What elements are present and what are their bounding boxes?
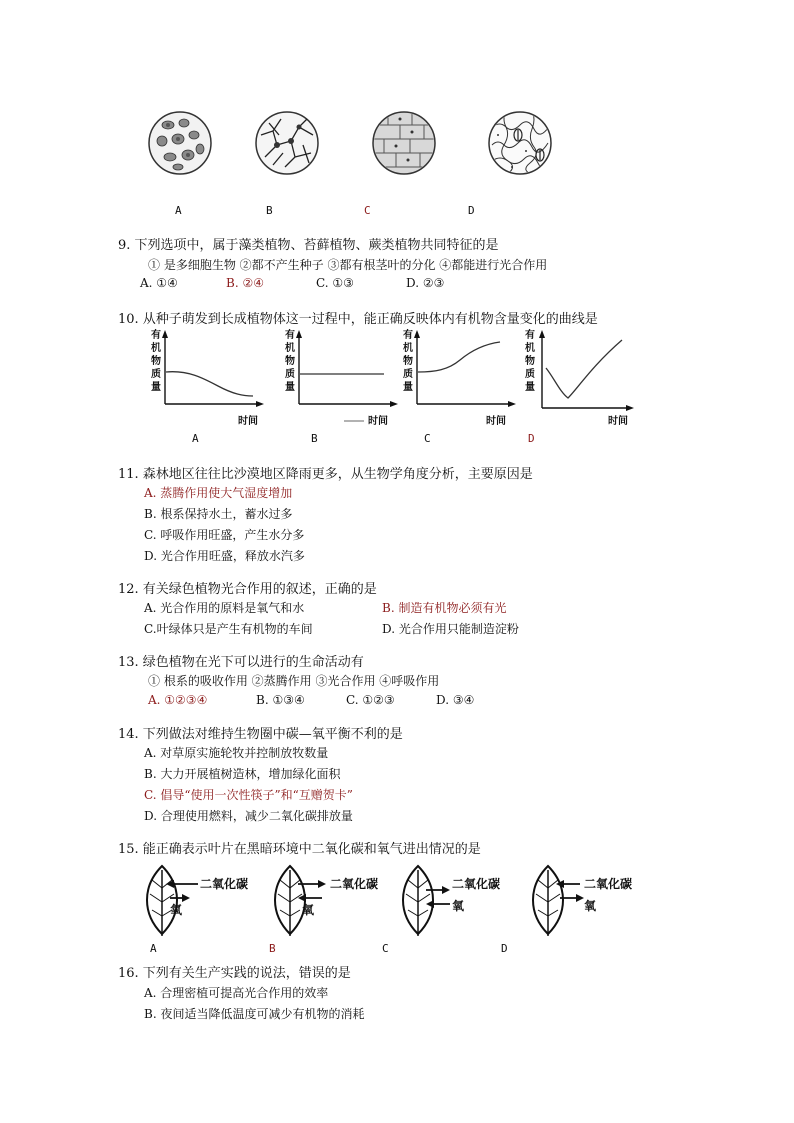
svg-text:机: 机 xyxy=(285,343,295,354)
svg-text:量: 量 xyxy=(151,382,161,393)
q9-stem: 9. 下列选项中，属于藻类植物、苔藓植物、蕨类植物共同特征的是 xyxy=(118,238,499,253)
leaf-diagram-a xyxy=(140,858,260,938)
svg-text:机: 机 xyxy=(151,343,161,354)
svg-text:量: 量 xyxy=(525,382,535,393)
svg-text:二氧化碳: 二氧化碳 xyxy=(452,877,501,891)
svg-text:有: 有 xyxy=(285,330,295,341)
q12-option-c: C.叶绿体只是产生有机物的车间 xyxy=(144,622,313,636)
svg-text:物: 物 xyxy=(403,356,413,367)
q9-statements: ① 是多细胞生物 ②都不产生种子 ③都有根茎叶的分化 ④都能进行光合作用 xyxy=(148,258,548,272)
q13-option-a: A. ①②③④ xyxy=(148,693,208,707)
svg-text:氧: 氧 xyxy=(302,903,315,917)
leaf-diagram-d xyxy=(526,858,650,938)
svg-text:氧: 氧 xyxy=(170,903,183,917)
leaf-diagram-b xyxy=(268,858,388,938)
q14-option-c: C. 倡导“使用一次性筷子”和“互赠贺卡” xyxy=(144,788,353,802)
q14-stem: 14. 下列做法对维持生物圈中碳—氧平衡不利的是 xyxy=(118,727,403,742)
q8-label-a: A xyxy=(175,204,182,217)
q8-label-b: B xyxy=(266,204,273,217)
q8-label-c: C xyxy=(364,204,371,217)
svg-text:物: 物 xyxy=(285,356,295,367)
q12-stem: 12. 有关绿色植物光合作用的叙述，正确的是 xyxy=(118,582,377,597)
q11-option-c: C. 呼吸作用旺盛，产生水分多 xyxy=(144,528,305,542)
q10-label-a: A xyxy=(192,432,199,445)
svg-text:氧: 氧 xyxy=(584,899,597,913)
svg-text:二氧化碳: 二氧化碳 xyxy=(330,877,379,891)
q15-label-c: C xyxy=(382,942,389,955)
stomata-cells-image xyxy=(488,105,552,185)
svg-text:质: 质 xyxy=(151,369,161,380)
q15-label-d: D xyxy=(501,942,508,955)
q8-label-d: D xyxy=(468,204,475,217)
svg-text:时间: 时间 xyxy=(368,416,388,427)
svg-text:质: 质 xyxy=(403,369,413,380)
svg-text:机: 机 xyxy=(403,343,413,354)
plant-cells-image xyxy=(372,105,436,185)
svg-text:质: 质 xyxy=(525,369,535,380)
graph-d xyxy=(522,326,648,428)
q13-option-b: B. ①③④ xyxy=(256,693,305,707)
svg-text:质: 质 xyxy=(285,369,295,380)
blood-cells-image xyxy=(148,105,212,185)
svg-text:时间: 时间 xyxy=(608,416,628,427)
q16-option-b: B. 夜间适当降低温度可减少有机物的消耗 xyxy=(144,1007,365,1021)
svg-text:有: 有 xyxy=(525,330,535,341)
svg-text:物: 物 xyxy=(525,356,535,367)
svg-text:有: 有 xyxy=(403,330,413,341)
q9-option-d: D. ②③ xyxy=(406,276,445,290)
graph-b xyxy=(282,326,408,428)
svg-text:量: 量 xyxy=(403,382,413,393)
q12-option-b: B. 制造有机物必须有光 xyxy=(382,601,507,615)
q13-option-c: C. ①②③ xyxy=(346,693,395,707)
q11-stem: 11. 森林地区往往比沙漠地区降雨更多，从生物学角度分析，主要原因是 xyxy=(118,467,533,482)
svg-text:氧: 氧 xyxy=(452,899,465,913)
q13-statements: ① 根系的吸收作用 ②蒸腾作用 ③光合作用 ④呼吸作用 xyxy=(148,674,440,688)
svg-text:有: 有 xyxy=(151,330,161,341)
q14-option-d: D. 合理使用燃料，减少二氧化碳排放量 xyxy=(144,809,353,823)
q14-option-b: B. 大力开展植树造林，增加绿化面积 xyxy=(144,767,341,781)
q9-option-b: B. ②④ xyxy=(226,276,264,290)
svg-text:量: 量 xyxy=(285,382,295,393)
q10-label-b: B xyxy=(311,432,318,445)
graph-a xyxy=(148,326,274,428)
svg-text:二氧化碳: 二氧化碳 xyxy=(200,877,249,891)
q13-option-d: D. ③④ xyxy=(436,693,475,707)
q11-option-d: D. 光合作用旺盛，释放水汽多 xyxy=(144,549,305,563)
leaf-diagram-c xyxy=(396,858,516,938)
q15-stem: 15. 能正确表示叶片在黑暗环境中二氧化碳和氧气进出情况的是 xyxy=(118,842,481,857)
svg-text:物: 物 xyxy=(151,356,161,367)
svg-text:二氧化碳: 二氧化碳 xyxy=(584,877,633,891)
nerve-cells-image xyxy=(255,105,319,185)
graph-c xyxy=(400,326,526,428)
q9-option-c: C. ①③ xyxy=(316,276,354,290)
q9-option-a: A. ①④ xyxy=(140,276,178,290)
q10-label-d: D xyxy=(528,432,535,445)
svg-text:时间: 时间 xyxy=(486,416,506,427)
q11-option-a: A. 蒸腾作用使大气湿度增加 xyxy=(144,486,293,500)
q11-option-b: B. 根系保持水土，蓄水过多 xyxy=(144,507,293,521)
svg-text:时间: 时间 xyxy=(238,416,258,427)
svg-text:机: 机 xyxy=(525,343,535,354)
q12-option-a: A. 光合作用的原料是氧气和水 xyxy=(144,601,305,615)
q15-label-b: B xyxy=(269,942,276,955)
q10-label-c: C xyxy=(424,432,431,445)
q16-stem: 16. 下列有关生产实践的说法，错误的是 xyxy=(118,966,351,981)
q13-stem: 13. 绿色植物在光下可以进行的生命活动有 xyxy=(118,655,364,670)
q14-option-a: A. 对草原实施轮牧并控制放牧数量 xyxy=(144,746,329,760)
q10-stem: 10. 从种子萌发到长成植物体这一过程中，能正确反映体内有机物含量变化的曲线是 xyxy=(118,312,598,327)
q16-option-a: A. 合理密植可提高光合作用的效率 xyxy=(144,986,329,1000)
q15-label-a: A xyxy=(150,942,157,955)
q12-option-d: D. 光合作用只能制造淀粉 xyxy=(382,622,519,636)
